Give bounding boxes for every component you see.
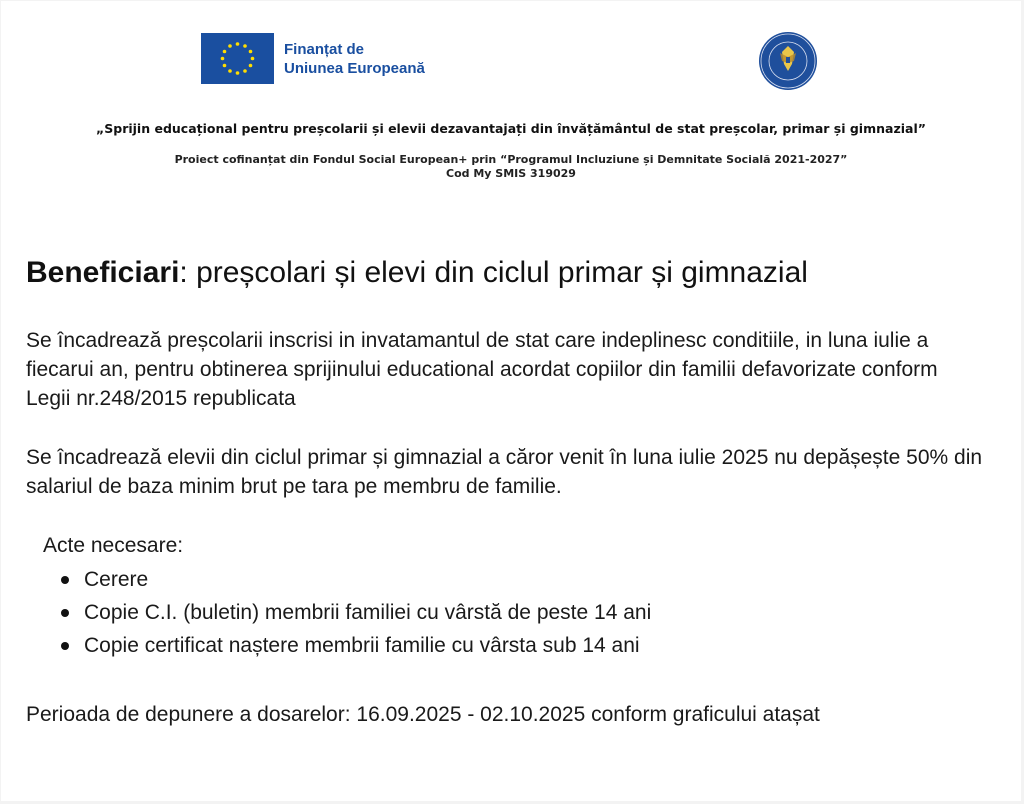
document-page (1, 1, 1021, 801)
required-documents-list (57, 563, 651, 662)
eu-flag-icon (201, 33, 274, 84)
project-subtitle-block (1, 153, 1021, 181)
eu-line-2: Uniunea Europeană (284, 59, 425, 77)
submission-period: Perioada de depunere a dosarelor: 16.09.2025 - 02.10.2025 conform graficului atașat (26, 703, 820, 726)
eu-funding-text (284, 40, 425, 78)
list-item-text: Copie certificat naștere membrii familie cu vârsta sub 14 ani (84, 634, 640, 657)
eu-line-1: Finanțat de (284, 40, 365, 58)
list-item (57, 563, 651, 596)
list-item (57, 629, 651, 662)
bullet-icon (61, 576, 69, 584)
guvernul-romaniei-seal-icon (758, 31, 818, 91)
project-title: „Sprijin educațional pentru preșcolarii și elevii dezavantajați din învățământul de stat preșcolar, primar și gimnazial” (96, 121, 926, 136)
list-item-text: Cerere (84, 568, 149, 591)
project-subtitle: Proiect cofinanțat din Fondul Social European+ prin “Programul Incluziune și Demnitate Socială 2021-2027” (174, 153, 848, 166)
bullet-icon (61, 642, 69, 650)
project-code: Cod My SMIS 319029 (446, 167, 576, 180)
bullet-icon (61, 609, 69, 617)
eu-funding-logo (201, 33, 425, 84)
list-item-text: Copie C.I. (buletin) membrii familiei cu vârstă de peste 14 ani (84, 601, 652, 624)
paragraph-pupils: Se încadrează elevii din ciclul primar și gimnazial a căror venit în luna iulie 2025 nu depășește 50% din salariul de baza minim brut pe tara pe membru de familie. (26, 446, 983, 498)
heading-bold: Beneficiari (26, 256, 180, 289)
required-documents-label: Acte necesare: (43, 534, 184, 557)
heading-rest: : preșcolari și elevi din ciclul primar și gimnazial (179, 256, 808, 289)
paragraph-preschool: Se încadrează preșcolarii inscrisi in invatamantul de stat care indeplinesc conditiile, in luna iulie a fiecarui an, pentru obtinerea sprijinului educational acordat copiilor din familii defavorizate conform Legii nr.248/2015 republicata (26, 329, 938, 410)
beneficiaries-heading (26, 253, 808, 293)
list-item (57, 596, 651, 629)
header-banner (1, 1, 1021, 201)
